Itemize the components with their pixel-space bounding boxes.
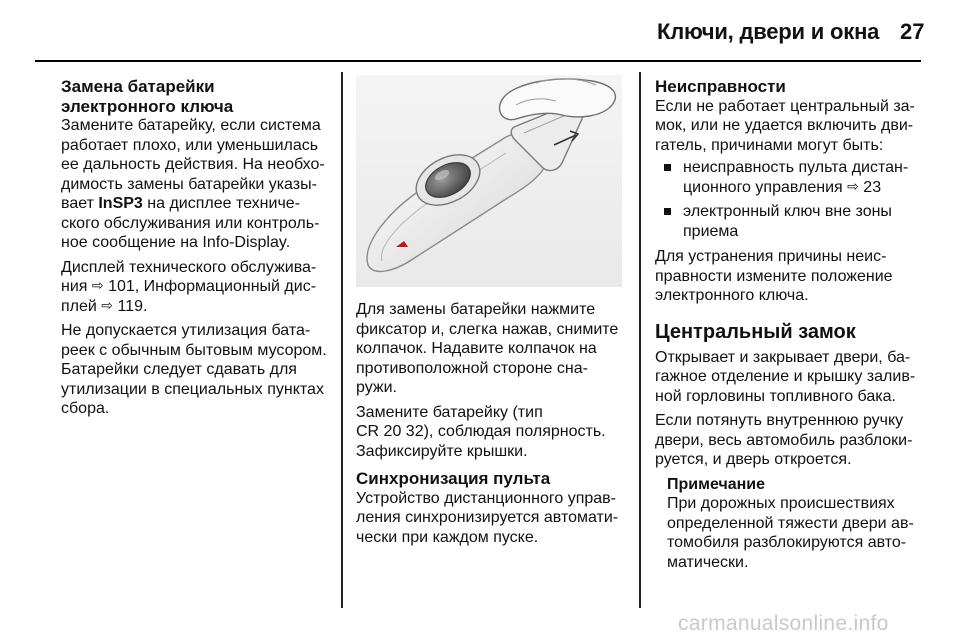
- text-line: томобиля разблокируются авто-: [667, 534, 907, 551]
- section-heading-sync: Синхронизация пульта: [356, 469, 551, 488]
- section-heading-battery: [61, 77, 333, 116]
- text-line: двери, весь автомобиль разблоки-: [655, 431, 913, 449]
- text-line: гатель, причинами могут быть:: [655, 136, 884, 154]
- text-line: реек с обычным бытовым мусором.: [61, 341, 327, 359]
- column-divider-right: [639, 72, 641, 608]
- text-line: Открывает и закрывает двери, ба-: [655, 348, 911, 366]
- list-item: [655, 202, 945, 241]
- text-line: руется, и дверь откроется.: [655, 451, 852, 468]
- fault-causes-list: [655, 158, 945, 241]
- page-number: 27: [900, 19, 925, 44]
- text-line: колпачок. Надавите колпачок на: [356, 340, 597, 357]
- text-line: ное сообщение на Info-Display.: [61, 234, 291, 251]
- header-rule: [35, 60, 921, 62]
- text-line: чески при каждом пуске.: [356, 528, 539, 546]
- reference-arrow-icon: ⇨: [91, 277, 104, 293]
- reference-arrow-icon: ⇨: [101, 296, 114, 313]
- column-divider-left: [341, 72, 343, 608]
- text-line: Устройство дистанционного управ-: [356, 489, 616, 507]
- page-header: [0, 0, 960, 62]
- column-right: [655, 77, 945, 572]
- paragraph-battery-type: [356, 403, 636, 462]
- column-left: [61, 77, 333, 424]
- text-line: Для замены батарейки нажмите: [356, 301, 596, 318]
- paragraph-references: [61, 258, 333, 317]
- text-fragment: плей: [61, 297, 102, 315]
- paragraph-door-handle: [655, 411, 945, 470]
- text-line: определенной тяжести двери ав-: [667, 514, 914, 532]
- paragraph-fault-fix: [655, 247, 945, 306]
- paragraph-disposal: [61, 321, 333, 419]
- text-line: При дорожных происшествиях: [667, 495, 895, 512]
- reference-arrow-icon: ⇨: [847, 177, 859, 194]
- text-fragment: ния: [61, 278, 92, 295]
- text-line: Для устранения причины неис-: [655, 248, 887, 265]
- text-line: Дисплей технического обслужива-: [61, 258, 317, 276]
- list-item: [655, 158, 945, 197]
- heading-line: электронного ключа: [61, 96, 234, 116]
- key-fob-drawing: [356, 75, 622, 287]
- text-line: работает плохо, или уменьшилась: [61, 136, 319, 154]
- text-line: ружи.: [356, 379, 397, 396]
- key-battery-illustration: [356, 75, 622, 287]
- text-line: матически.: [667, 553, 749, 571]
- text-line: приема: [683, 222, 739, 240]
- text-line: ления синхронизируется автомати-: [356, 509, 619, 526]
- text-line: неисправность пульта дистан-: [683, 159, 909, 176]
- text-line: Если не работает центральный за-: [655, 97, 915, 115]
- section-heading-central-lock: Центральный замок: [655, 320, 856, 343]
- paragraph-replace-battery: [61, 116, 333, 253]
- text-line: Не допускается утилизация бата-: [61, 322, 311, 339]
- paragraph-central-lock: [655, 348, 945, 407]
- page-reference[interactable]: 23: [863, 178, 882, 196]
- bullet-square-icon: [664, 164, 671, 171]
- note-text: [667, 494, 945, 572]
- text-line: ее дальность действия. На необхо-: [61, 156, 325, 173]
- column-middle: [356, 300, 636, 552]
- paragraph-faults: [655, 97, 945, 156]
- text-line: Батарейки следует сдавать для: [61, 361, 297, 378]
- section-heading-faults: Неисправности: [655, 77, 786, 96]
- paragraph-sync: [356, 489, 636, 548]
- text-line: Замените батарейку (тип: [356, 403, 543, 421]
- text-fragment: ционного управления: [683, 178, 848, 196]
- display-code: InSP3: [98, 195, 143, 212]
- text-fragment: на дисплее техниче-: [142, 195, 300, 212]
- text-line: электронного ключа.: [655, 287, 809, 304]
- page-reference[interactable]: 119.: [117, 297, 148, 315]
- text-line: гажное отделение и крышку залив-: [655, 368, 916, 385]
- watermark: carmanualsonline.info: [678, 612, 889, 635]
- text-fragment: вает: [61, 195, 99, 212]
- text-line: Если потянуть внутреннюю ручку: [655, 412, 904, 429]
- illustration-caption: [356, 300, 636, 398]
- note-block: [655, 475, 945, 573]
- text-line: ной горловины топливного бака.: [655, 387, 896, 405]
- text-line: ского обслуживания или контроль-: [61, 214, 320, 232]
- page-reference[interactable]: 101, Информационный дис-: [108, 278, 317, 295]
- chapter-title: Ключи, двери и окна: [657, 19, 880, 44]
- text-line: Зафиксируйте крышки.: [356, 442, 528, 460]
- heading-line: Замена батарейки: [61, 77, 215, 96]
- text-line: утилизации в специальных пунктах: [61, 380, 324, 398]
- text-line: противоположной стороне сна-: [356, 359, 588, 377]
- text-line: правности измените положение: [655, 267, 893, 285]
- text-line: сбора.: [61, 400, 110, 417]
- text-line: CR 20 32), соблюдая полярность.: [356, 423, 606, 440]
- text-line: электронный ключ вне зоны: [683, 203, 892, 220]
- bullet-square-icon: [664, 208, 671, 215]
- text-line: Замените батарейку, если система: [61, 117, 321, 134]
- text-line: фиксатор и, слегка нажав, снимите: [356, 320, 619, 338]
- text-line: мок, или не удается включить дви-: [655, 117, 914, 134]
- note-title: Примечание: [667, 475, 766, 493]
- text-line: димость замены батарейки указы-: [61, 175, 317, 193]
